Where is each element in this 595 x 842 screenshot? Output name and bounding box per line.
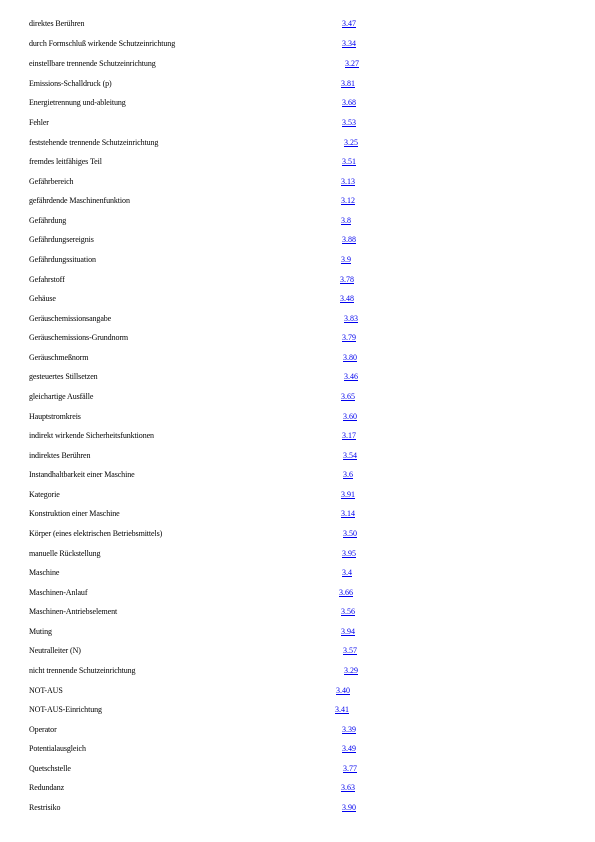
- index-reference-link[interactable]: 3.40: [336, 686, 350, 695]
- index-reference-link[interactable]: 3.25: [344, 138, 358, 147]
- index-entry: [0, 274, 595, 288]
- index-reference-link[interactable]: 3.47: [342, 19, 356, 28]
- index-entry: [0, 332, 595, 346]
- index-term: Operator: [29, 725, 57, 734]
- index-term: Geräuschmeßnorm: [29, 353, 89, 362]
- index-reference-link[interactable]: 3.63: [341, 783, 355, 792]
- index-term: gesteuertes Stillsetzen: [29, 372, 98, 381]
- index-reference-link[interactable]: 3.14: [341, 509, 355, 518]
- index-reference-link[interactable]: 3.57: [343, 646, 357, 655]
- index-entry: [0, 215, 595, 229]
- index-reference-link[interactable]: 3.95: [342, 549, 356, 558]
- index-term: Maschinen-Antriebselement: [29, 607, 118, 616]
- index-term: Maschinen-Anlauf: [29, 588, 88, 597]
- index-entry: [0, 724, 595, 738]
- index-entry: [0, 743, 595, 757]
- index-reference-link[interactable]: 3.8: [341, 216, 351, 225]
- index-entry: [0, 411, 595, 425]
- index-entry: [0, 763, 595, 777]
- index-term: Konstruktion einer Maschine: [29, 509, 120, 518]
- index-term: Körper (eines elektrischen Betriebsmittels): [29, 529, 163, 538]
- index-reference-link[interactable]: 3.39: [342, 725, 356, 734]
- index-entry: [0, 645, 595, 659]
- index-term: indirektes Berühren: [29, 451, 91, 460]
- index-entry: [0, 704, 595, 718]
- index-reference-link[interactable]: 3.49: [342, 744, 356, 753]
- index-reference-link[interactable]: 3.77: [343, 764, 357, 773]
- index-reference-link[interactable]: 3.48: [340, 294, 354, 303]
- index-term: Gefährdungsereignis: [29, 235, 94, 244]
- index-reference-link[interactable]: 3.56: [341, 607, 355, 616]
- index-reference-link[interactable]: 3.68: [342, 98, 356, 107]
- index-term: einstellbare trennende Schutzeinrichtung: [29, 59, 156, 68]
- index-entry: [0, 430, 595, 444]
- index-term: Quetschstelle: [29, 764, 71, 773]
- index-entry: [0, 665, 595, 679]
- index-term: NOT-AUS-Einrichtung: [29, 705, 102, 714]
- index-entry: [0, 293, 595, 307]
- index-entry: [0, 567, 595, 581]
- index-reference-link[interactable]: 3.94: [341, 627, 355, 636]
- index-term: fremdes leitfähiges Teil: [29, 157, 102, 166]
- index-term: Geräuschemissionsangabe: [29, 314, 112, 323]
- index-entry: [0, 176, 595, 190]
- index-term: gefährdende Maschinenfunktion: [29, 196, 130, 205]
- index-entry: [0, 489, 595, 503]
- index-entry: [0, 18, 595, 32]
- index-reference-link[interactable]: 3.51: [342, 157, 356, 166]
- index-entry: [0, 234, 595, 248]
- index-reference-link[interactable]: 3.88: [342, 235, 356, 244]
- index-term: Energietrennung und-ableitung: [29, 98, 126, 107]
- index-reference-link[interactable]: 3.53: [342, 118, 356, 127]
- index-reference-link[interactable]: 3.6: [343, 470, 353, 479]
- index-reference-link[interactable]: 3.50: [343, 529, 357, 538]
- index-entry: [0, 626, 595, 640]
- index-entry: [0, 802, 595, 816]
- index-entry: [0, 38, 595, 52]
- index-reference-link[interactable]: 3.83: [344, 314, 358, 323]
- index-term: Restrisiko: [29, 803, 61, 812]
- index-term: nicht trennende Schutzeinrichtung: [29, 666, 136, 675]
- index-reference-link[interactable]: 3.65: [341, 392, 355, 401]
- index-term: manuelle Rückstellung: [29, 549, 101, 558]
- index-entry: [0, 469, 595, 483]
- index-term: Geräuschemissions-Grundnorm: [29, 333, 129, 342]
- index-term: Kategorie: [29, 490, 60, 499]
- index-reference-link[interactable]: 3.12: [341, 196, 355, 205]
- index-reference-link[interactable]: 3.91: [341, 490, 355, 499]
- index-reference-link[interactable]: 3.78: [340, 275, 354, 284]
- index-term: Neutralleiter (N): [29, 646, 81, 655]
- index-entry: [0, 587, 595, 601]
- index-reference-link[interactable]: 3.9: [341, 255, 351, 264]
- index-term: Gefährbereich: [29, 177, 74, 186]
- index-entry: [0, 313, 595, 327]
- index-reference-link[interactable]: 3.60: [343, 412, 357, 421]
- index-term: Fehler: [29, 118, 49, 127]
- index-entry: [0, 58, 595, 72]
- index-entry: [0, 195, 595, 209]
- index-term: Potentialausgleich: [29, 744, 86, 753]
- index-term: Gehäuse: [29, 294, 56, 303]
- index-reference-link[interactable]: 3.90: [342, 803, 356, 812]
- index-reference-link[interactable]: 3.13: [341, 177, 355, 186]
- index-entry: [0, 352, 595, 366]
- index-term: Emissions-Schalldruck (p): [29, 79, 112, 88]
- index-reference-link[interactable]: 3.17: [342, 431, 356, 440]
- index-term: gleichartige Ausfälle: [29, 392, 94, 401]
- index-term: Maschine: [29, 568, 60, 577]
- index-entry: [0, 685, 595, 699]
- index-entry: [0, 254, 595, 268]
- index-entry: [0, 450, 595, 464]
- index-term: feststehende trennende Schutzeinrichtung: [29, 138, 159, 147]
- index-entry: [0, 606, 595, 620]
- index-entry: [0, 528, 595, 542]
- index-entry: [0, 117, 595, 131]
- index-entry: [0, 97, 595, 111]
- index-entry: [0, 371, 595, 385]
- index-term: Gefahrstoff: [29, 275, 65, 284]
- index-reference-link[interactable]: 3.80: [343, 353, 357, 362]
- index-entry: [0, 156, 595, 170]
- index-entry: [0, 137, 595, 151]
- index-reference-link[interactable]: 3.41: [335, 705, 349, 714]
- index-term: Instandhaltbarkeit einer Maschine: [29, 470, 135, 479]
- index-entry: [0, 782, 595, 796]
- index-reference-link[interactable]: 3.34: [342, 39, 356, 48]
- index-entry: [0, 508, 595, 522]
- index-entry: [0, 391, 595, 405]
- index-term: Gefährdung: [29, 216, 67, 225]
- index-term: Gefährdungssituation: [29, 255, 96, 264]
- index-reference-link[interactable]: 3.66: [339, 588, 353, 597]
- index-term: direktes Berühren: [29, 19, 85, 28]
- index-entry: [0, 78, 595, 92]
- index-term: Hauptstromkreis: [29, 412, 81, 421]
- index-reference-link[interactable]: 3.29: [344, 666, 358, 675]
- index-entry: [0, 548, 595, 562]
- index-reference-link[interactable]: 3.4: [342, 568, 352, 577]
- index-term: durch Formschluß wirkende Schutzeinrichtung: [29, 39, 176, 48]
- index-reference-link[interactable]: 3.54: [343, 451, 357, 460]
- index-term: Muting: [29, 627, 52, 636]
- index-reference-link[interactable]: 3.81: [341, 79, 355, 88]
- index-term: indirekt wirkende Sicherheitsfunktionen: [29, 431, 154, 440]
- index-reference-link[interactable]: 3.27: [345, 59, 359, 68]
- index-term: NOT-AUS: [29, 686, 63, 695]
- index-term: Redundanz: [29, 783, 65, 792]
- index-reference-link[interactable]: 3.79: [342, 333, 356, 342]
- index-reference-link[interactable]: 3.46: [344, 372, 358, 381]
